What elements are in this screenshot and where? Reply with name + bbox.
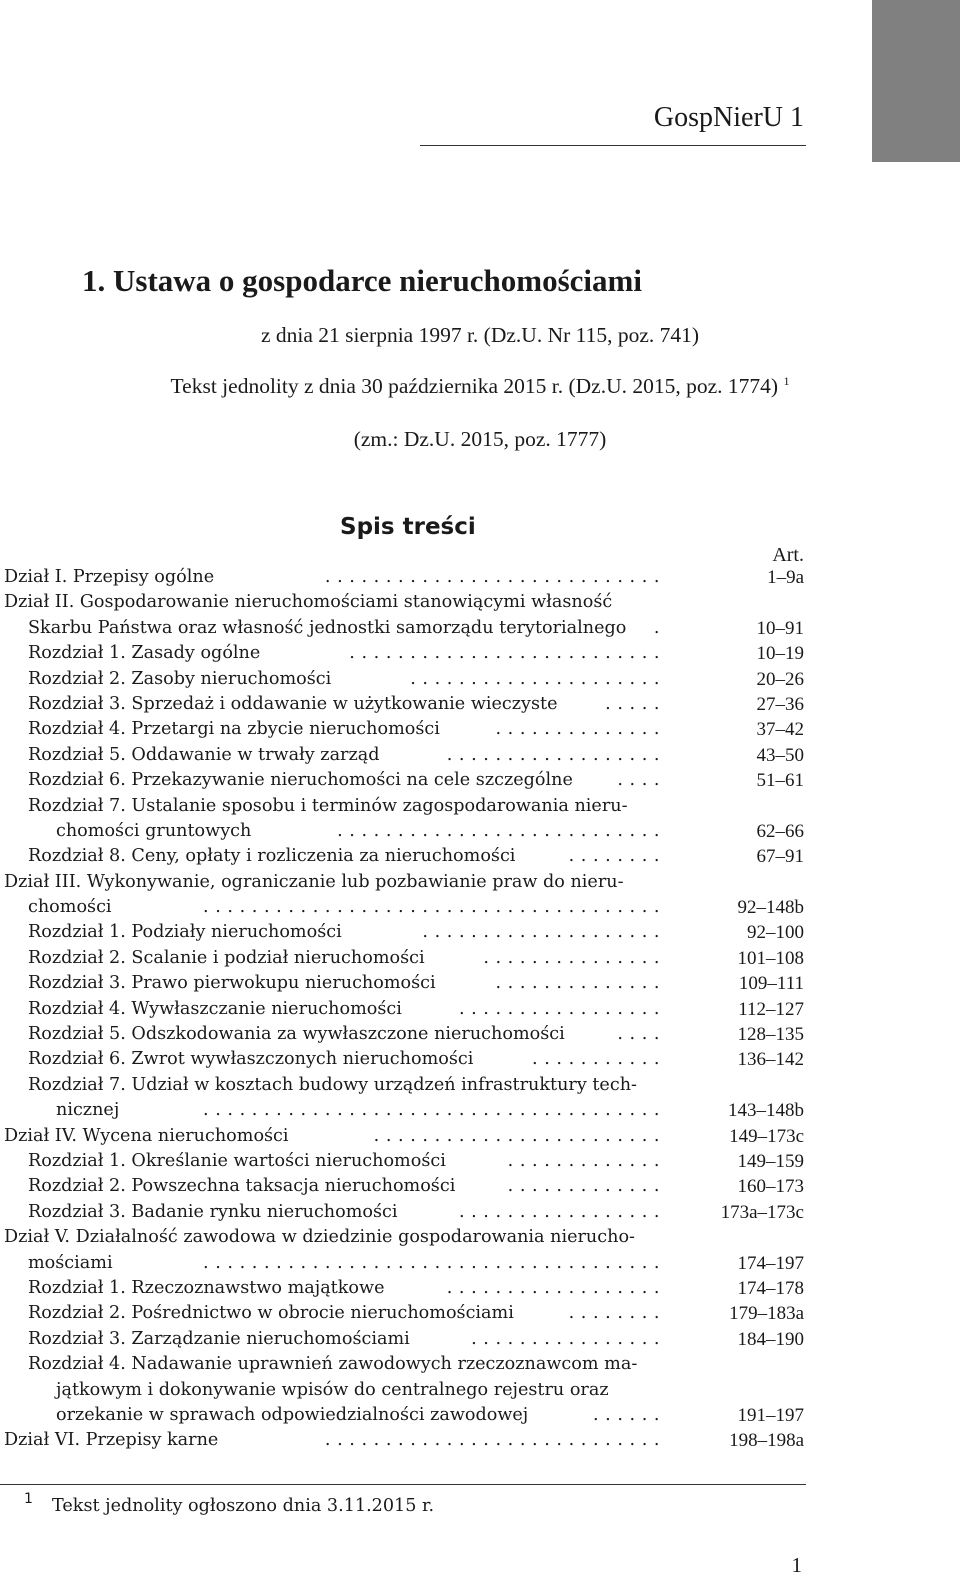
- toc-entry-leader: . . . . . . . .: [568, 846, 660, 867]
- toc-entry-label: Rozdział 4. Wywłaszczanie nieruchomości: [28, 998, 402, 1019]
- toc-entry-leader: . . . . . . . . . . . . .: [507, 1150, 660, 1171]
- toc-entry-articles: 149–159: [737, 1150, 804, 1172]
- toc-entry-leader: . . . . . . . . . . . . . . . . .: [458, 1201, 660, 1222]
- toc-entry-articles: 149–173c: [729, 1125, 804, 1147]
- toc-entry-label: Rozdział 3. Badanie rynku nieruchomości: [28, 1201, 398, 1222]
- toc-entry-articles: 174–178: [737, 1277, 804, 1299]
- toc-entry-articles: 174–197: [737, 1252, 804, 1274]
- toc-entry[interactable]: [0, 1174, 960, 1199]
- toc-entry-articles: 191–197: [737, 1404, 804, 1426]
- toc-entry[interactable]: [0, 1225, 960, 1250]
- toc-entry-articles: 20–26: [756, 668, 804, 690]
- toc-entry-label: Rozdział 1. Podziały nieruchomości: [28, 922, 342, 943]
- toc-entry-articles: 92–148b: [737, 897, 804, 919]
- toc-entry[interactable]: [0, 997, 960, 1022]
- toc-entry[interactable]: [0, 971, 960, 996]
- toc-entry-label: Rozdział 2. Pośrednictwo w obrocie nieruchomościami: [28, 1303, 514, 1324]
- toc-entry-label: Dział VI. Przepisy karne: [4, 1430, 219, 1451]
- toc-entry[interactable]: [0, 1047, 960, 1072]
- toc-entry[interactable]: [0, 794, 960, 819]
- toc-entry-leader: . . . . . . . . . . . . . . . . . .: [446, 744, 660, 765]
- footnote-mark: 1: [24, 1491, 33, 1507]
- toc-entry[interactable]: [0, 1073, 960, 1098]
- toc-entry-articles: 62–66: [756, 820, 804, 842]
- toc-entry-leader: . . . . . . . . . . . . . . . . . . . .: [422, 922, 660, 943]
- toc-entry-articles: 198–198a: [729, 1430, 804, 1452]
- toc-entry-leader: . . . . .: [605, 693, 660, 714]
- toc-entry[interactable]: [0, 743, 960, 768]
- toc-entry[interactable]: [0, 1276, 960, 1301]
- toc-entry-leader: . . . . . . . . . . . . . . . . . . . . . . . . . . . . . . . . . . . . . .: [203, 1252, 660, 1273]
- toc-entry[interactable]: [0, 1352, 960, 1377]
- toc-entry[interactable]: [0, 844, 960, 869]
- toc-entry[interactable]: [0, 717, 960, 742]
- toc-entry[interactable]: [0, 768, 960, 793]
- toc-entry-articles: 51–61: [756, 770, 804, 792]
- toc-entry-leader: . . . . . . . . . . .: [532, 1049, 660, 1070]
- toc-entry-label: Dział V. Działalność zawodowa w dziedzinie gospodarowania nierucho-: [4, 1227, 635, 1248]
- header-rule: [420, 145, 806, 146]
- toc-entry-leader: . . . .: [617, 1024, 660, 1045]
- toc-entry-leader: . . . . . . . .: [568, 1303, 660, 1324]
- toc-entry-leader: . . . . . . . . . . . . . . . . . . . . . . . . . . . .: [324, 1430, 660, 1451]
- toc-entry-label: Rozdział 6. Zwrot wywłaszczonych nieruchomości: [28, 1049, 474, 1070]
- toc-entry-label: Rozdział 2. Scalanie i podział nieruchomości: [28, 947, 425, 968]
- footnote-rule: [0, 1484, 806, 1485]
- toc-entry-label: Rozdział 3. Sprzedaż i oddawanie w użytkowanie wieczyste: [28, 693, 558, 714]
- toc-entry-label: nicznej: [56, 1100, 120, 1121]
- toc-entry-articles: 43–50: [756, 744, 804, 766]
- toc-entry[interactable]: [0, 1124, 960, 1149]
- toc-entry-label: Rozdział 2. Zasoby nieruchomości: [28, 668, 332, 689]
- toc-entry-leader: . . . . . . . . . . . . . . . .: [471, 1328, 660, 1349]
- toc-entry-articles: 109–111: [738, 973, 804, 995]
- toc-entry-leader: . . . . . . . . . . . . . . . . . .: [446, 1277, 660, 1298]
- toc-entry-articles: 128–135: [737, 1024, 804, 1046]
- toc-entry[interactable]: [0, 1200, 960, 1225]
- toc-entry-label: Rozdział 3. Prawo pierwokupu nieruchomości: [28, 973, 436, 994]
- toc-entry-articles: 112–127: [738, 998, 804, 1020]
- toc-entry[interactable]: [0, 920, 960, 945]
- toc-entry-leader: . . . . . .: [592, 1404, 660, 1425]
- toc-entry-label: orzekanie w sprawach odpowiedzialności zawodowej: [56, 1404, 529, 1425]
- toc-entry[interactable]: [0, 895, 960, 920]
- toc-entry-label: Skarbu Państwa oraz własność jednostki samorządu terytorialnego: [28, 617, 627, 638]
- toc-entry-articles: 1–9a: [767, 567, 804, 588]
- toc-entry[interactable]: [0, 819, 960, 844]
- toc-entry-articles: 67–91: [756, 846, 804, 868]
- toc-entry-leader: . . . . . . . . . . . . . . . . . . . . . . . . . . . . . . . . . . . . . .: [203, 1100, 660, 1121]
- toc-entry-label: mościami: [28, 1252, 113, 1273]
- toc-entry[interactable]: [0, 1301, 960, 1326]
- toc-entry-label: Rozdział 1. Zasady ogólne: [28, 643, 261, 664]
- subtitle-line-1: z dnia 21 sierpnia 1997 r. (Dz.U. Nr 115, poz. 741): [260, 323, 700, 347]
- toc-entry[interactable]: [0, 565, 960, 590]
- toc-entry-leader: . . . . . . . . . . . . . .: [495, 973, 660, 994]
- toc-entry[interactable]: [0, 667, 960, 692]
- toc-entry[interactable]: [0, 616, 960, 641]
- toc-entry-leader: . . . . . . . . . . . . . .: [495, 719, 660, 740]
- subtitle-line-2-text: Tekst jednolity z dnia 30 października 2015 r. (Dz.U. 2015, poz. 1774): [170, 374, 779, 398]
- toc-entry-label: jątkowym i dokonywanie wpisów do centralnego rejestru oraz: [56, 1379, 609, 1400]
- toc-entry-articles: 92–100: [747, 922, 804, 944]
- toc-entry[interactable]: [0, 1251, 960, 1276]
- toc-entry-articles: 37–42: [756, 719, 804, 741]
- table-of-contents: [0, 565, 960, 1454]
- footnote-text: Tekst jednolity ogłoszono dnia 3.11.2015 r.: [52, 1496, 435, 1516]
- toc-entry-leader: . . . .: [617, 770, 660, 791]
- toc-entry[interactable]: [0, 1149, 960, 1174]
- toc-entry-leader: . . . . . . . . . . . . . . . . . . . . . . . . . . . .: [324, 567, 660, 587]
- toc-entry-label: Rozdział 1. Określanie wartości nieruchomości: [28, 1150, 446, 1171]
- page-number: 1: [791, 1553, 802, 1577]
- toc-entry[interactable]: [0, 1403, 960, 1428]
- toc-entry-label: Rozdział 4. Przetargi na zbycie nieruchomości: [28, 719, 440, 740]
- toc-entry[interactable]: [0, 641, 960, 666]
- toc-entry-label: Rozdział 5. Oddawanie w trwały zarząd: [28, 744, 380, 765]
- toc-entry[interactable]: [0, 1098, 960, 1123]
- toc-entry-label: chomości: [28, 897, 112, 918]
- toc-entry-label: Rozdział 1. Rzeczoznawstwo majątkowe: [28, 1277, 385, 1298]
- toc-entry-leader: . . . . . . . . . . . . . . . . . . . . . . . . . . . . . . . . . . . . . .: [203, 897, 660, 918]
- toc-entry[interactable]: [0, 1327, 960, 1352]
- toc-entry-leader: . . . . . . . . . . . . . . . . . . . . . . . . . . .: [337, 820, 660, 841]
- toc-entry-articles: 10–19: [756, 643, 804, 665]
- toc-entry-articles: 136–142: [737, 1049, 804, 1071]
- toc-entry[interactable]: [0, 946, 960, 971]
- running-head: GospNierU 1: [653, 102, 804, 133]
- toc-entry[interactable]: [0, 1378, 960, 1403]
- toc-entry-leader: . . . . . . . . . . . . . . . . .: [458, 998, 660, 1019]
- toc-entry-label: Rozdział 5. Odszkodowania za wywłaszczone nieruchomości: [28, 1024, 565, 1045]
- toc-entry-label: Dział II. Gospodarowanie nieruchomościami stanowiącymi własność: [4, 592, 613, 613]
- toc-entry-label: Dział I. Przepisy ogólne: [4, 567, 215, 587]
- toc-entry[interactable]: [0, 590, 960, 615]
- section-tab: [872, 0, 960, 162]
- toc-entry-leader: . . . . . . . . . . . . . . . . . . . . . . . . . .: [349, 643, 660, 664]
- subtitle-line-2: [0, 374, 960, 399]
- toc-entry-leader: . . . . . . . . . . . . . . . . . . . . . . . .: [373, 1125, 660, 1146]
- toc-entry-articles: 101–108: [737, 947, 804, 969]
- toc-entry-articles: 160–173: [737, 1176, 804, 1198]
- toc-entry[interactable]: [0, 870, 960, 895]
- toc-entry-articles: 143–148b: [728, 1100, 804, 1122]
- toc-entry-articles: 27–36: [756, 693, 804, 715]
- toc-entry-label: Dział III. Wykonywanie, ograniczanie lub pozbawianie praw do nieru-: [4, 871, 624, 892]
- toc-entry-articles: 179–183a: [729, 1303, 804, 1325]
- toc-entry-label: Rozdział 7. Udział w kosztach budowy urządzeń infrastruktury tech-: [28, 1074, 637, 1095]
- subtitle-line-3: (zm.: Dz.U. 2015, poz. 1777): [353, 427, 607, 451]
- toc-entry-label: Rozdział 3. Zarządzanie nieruchomościami: [28, 1328, 410, 1349]
- toc-entry-label: Rozdział 2. Powszechna taksacja nieruchomości: [28, 1176, 456, 1197]
- toc-entry-label: Rozdział 8. Ceny, opłaty i rozliczenia za nieruchomości: [28, 846, 516, 867]
- toc-entry-leader: .: [653, 617, 660, 638]
- toc-entry-label: Rozdział 7. Ustalanie sposobu i terminów zagospodarowania nieru-: [28, 795, 628, 816]
- toc-entry[interactable]: [0, 1428, 960, 1453]
- toc-entry-label: Rozdział 6. Przekazywanie nieruchomości na cele szczególne: [28, 770, 573, 791]
- toc-entry-label: chomości gruntowych: [56, 820, 252, 841]
- toc-entry-leader: . . . . . . . . . . . . . . . . . . . . .: [410, 668, 660, 689]
- document-title: 1. Ustawa o gospodarce nieruchomościami: [82, 263, 642, 298]
- toc-title: Spis treści: [340, 514, 476, 540]
- toc-art-header: Art.: [772, 544, 804, 566]
- toc-entry[interactable]: [0, 692, 960, 717]
- toc-entry-articles: 173a–173c: [720, 1201, 804, 1223]
- footnote-reference: 1: [783, 373, 790, 388]
- toc-entry-leader: . . . . . . . . . . . . . . .: [483, 947, 660, 968]
- toc-entry-articles: 184–190: [737, 1328, 804, 1350]
- toc-entry[interactable]: [0, 1022, 960, 1047]
- toc-entry-articles: 10–91: [756, 617, 804, 639]
- toc-entry-leader: . . . . . . . . . . . . .: [507, 1176, 660, 1197]
- toc-entry-label: Rozdział 4. Nadawanie uprawnień zawodowych rzeczoznawcom ma-: [28, 1354, 638, 1375]
- toc-entry-label: Dział IV. Wycena nieruchomości: [4, 1125, 289, 1146]
